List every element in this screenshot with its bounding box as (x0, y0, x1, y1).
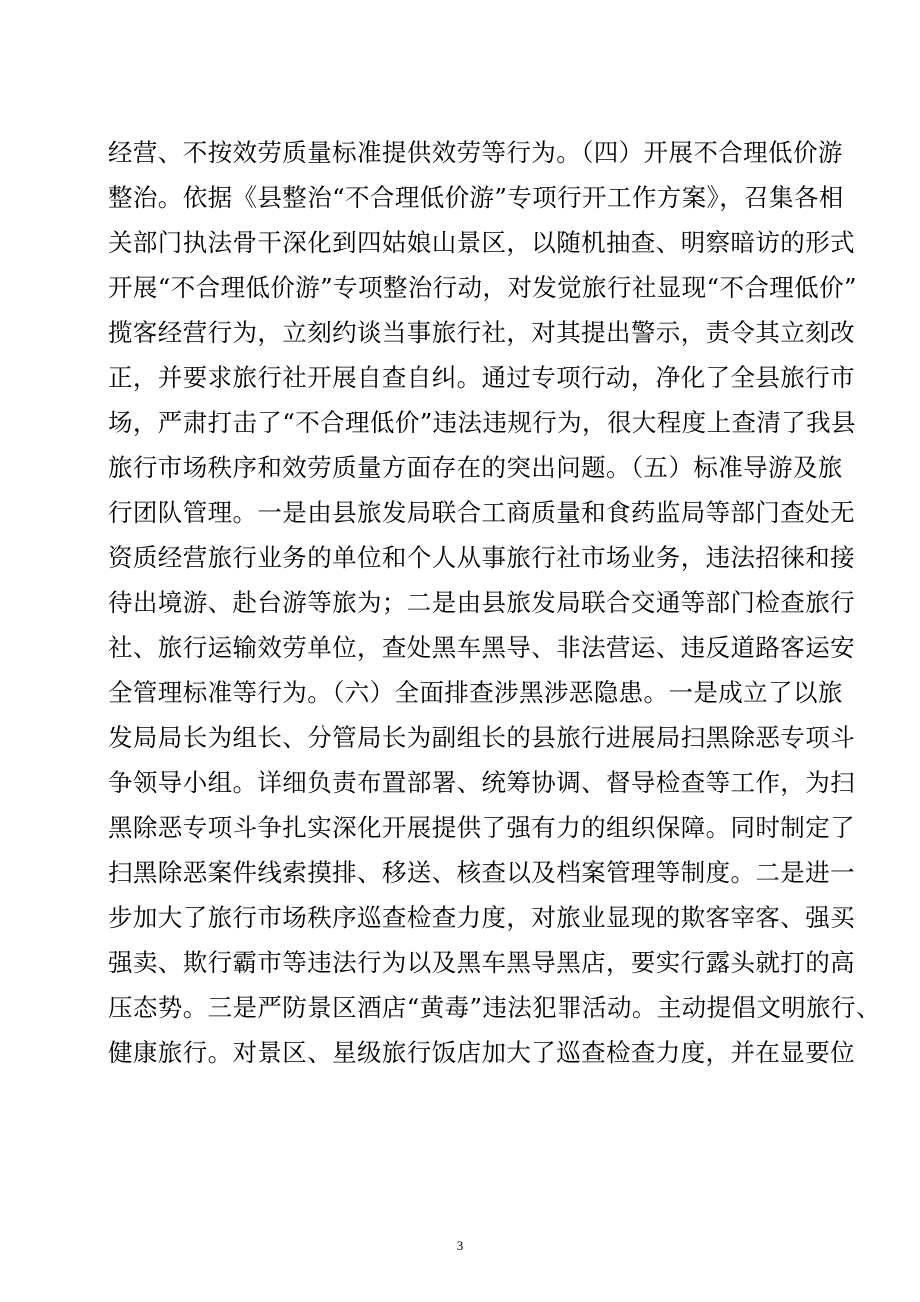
text-line: 开展“不合理低价游”专项整治行动，对发觉旅行社显现“不合理低价” (108, 273, 857, 302)
text-line: 黑除恶专项斗争扎实深化开展提供了强有力的组织保障。同时制定了 (108, 813, 855, 842)
text-line: 全管理标准等行为。（六）全面排查涉黑涉恶隐患。一是成立了以旅 (108, 678, 843, 707)
text-line: 健康旅行。对景区、星级旅行饭店加大了巡查检查力度，并在显要位 (108, 1038, 855, 1067)
text-line: 场，严肃打击了“不合理低价”违法违规行为，很大程度上查清了我县 (108, 408, 856, 437)
text-line: 步加大了旅行市场秩序巡查检查力度，对旅业显现的欺客宰客、强买 (108, 903, 855, 932)
text-line: 整治。依据《县整治“不合理低价游”专项行开工作方案》，召集各相 (108, 183, 844, 212)
text-line: 资质经营旅行业务的单位和个人从事旅行社市场业务，违法招徕和接 (108, 543, 855, 572)
text-line: 关部门执法骨干深化到四姑娘山景区，以随机抽查、明察暗访的形式 (108, 228, 855, 257)
text-line: 经营、不按效劳质量标准提供效劳等行为。（四）开展不合理低价游 (108, 138, 843, 167)
text-line: 社、旅行运输效劳单位，查处黑车黑导、非法营运、违反道路客运安 (108, 633, 855, 662)
text-line: 旅行市场秩序和效劳质量方面存在的突出问题。（五）标准导游及旅 (108, 453, 843, 482)
text-line: 待出境游、赴台游等旅为；二是由县旅发局联合交通等部门检查旅行 (108, 588, 855, 617)
text-line: 争领导小组。详细负责布置部署、统筹协调、督导检查等工作，为扫 (108, 768, 855, 797)
text-line: 发局局长为组长、分管局长为副组长的县旅行进展局扫黑除恶专项斗 (108, 723, 855, 752)
text-line: 压态势。三是严防景区酒店“黄毒”违法犯罪活动。主动提倡文明旅行、 (108, 993, 881, 1022)
text-line: 正，并要求旅行社开展自查自纠。通过专项行动，净化了全县旅行市 (108, 363, 855, 392)
text-line: 揽客经营行为，立刻约谈当事旅行社，对其提出警示，责令其立刻改 (108, 318, 855, 347)
text-line: 强卖、欺行霸市等违法行为以及黑车黑导黑店，要实行露头就打的高 (108, 948, 855, 977)
page-number: 3 (456, 1238, 464, 1253)
text-line: 扫黑除恶案件线索摸排、移送、核查以及档案管理等制度。二是进一 (108, 858, 855, 887)
text-line: 行团队管理。一是由县旅发局联合工商质量和食药监局等部门查处无 (108, 498, 855, 527)
